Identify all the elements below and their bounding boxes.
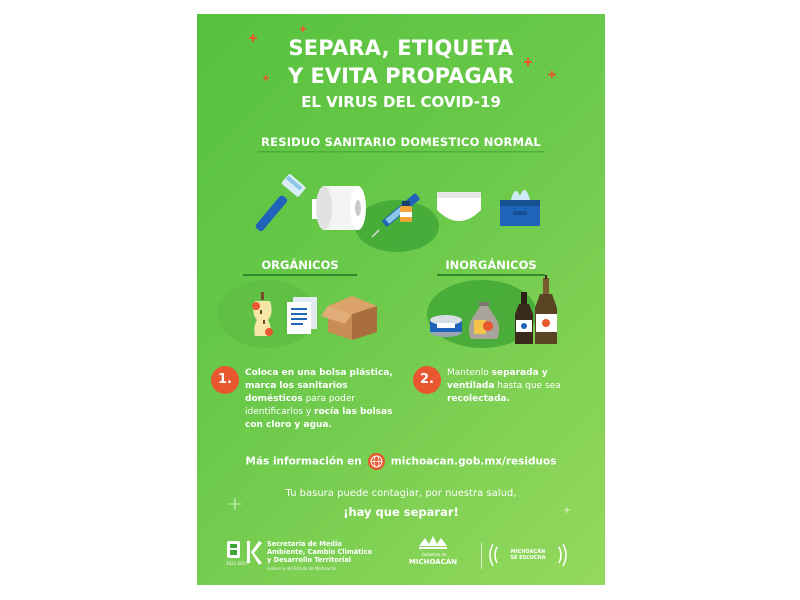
step-1-part: Coloca en una bolsa plástica, marca los sanitarios domésticos — [245, 368, 393, 404]
escucha-logo-text — [503, 549, 553, 561]
state-seal-icon — [227, 541, 240, 558]
closing-line-1: Tu basura puede contagiar, por nuestra salud, — [285, 488, 517, 499]
secretaria-name — [267, 540, 372, 564]
tissue-box-icon — [500, 190, 540, 226]
title-line-2: Y EVITA PROPAGAR — [288, 64, 514, 88]
organicos-underline — [243, 274, 357, 276]
secretaria-sub: Gobierno del Estado de Michoacán — [267, 566, 337, 571]
step-1-part: para poder identificarlos y — [245, 394, 356, 417]
step-2-number: 2. — [413, 366, 441, 394]
section-title-underline — [257, 151, 545, 153]
section-title: RESIDUO SANITARIO DOMESTICO NORMAL — [261, 135, 541, 149]
closing-line-2: ¡hay que separar! — [343, 505, 459, 519]
gobierno-name: MICHOACÁN — [408, 558, 458, 566]
bottle-icon — [515, 275, 557, 344]
step-2-part: hasta que sea — [494, 381, 561, 391]
title-line-3: EL VIRUS DEL COVID-19 — [301, 93, 501, 111]
info-url-link[interactable]: michoacan.gob.mx/residuos — [390, 455, 557, 468]
escucha-line: MICHOACÁN — [510, 549, 546, 555]
organicos-label: ORGÁNICOS — [261, 258, 339, 272]
info-row — [197, 453, 605, 470]
cardboard-box-icon — [321, 296, 377, 340]
step-2-text — [447, 367, 587, 406]
inorganicos-label: INORGÁNICOS — [445, 258, 537, 272]
secretaria-line: y Desarrollo Territorial — [267, 556, 352, 564]
inorganicos-underline — [437, 274, 545, 276]
globe-icon — [368, 453, 385, 470]
info-prefix: Más información en — [245, 455, 362, 468]
diaper-icon — [437, 192, 481, 221]
poster — [197, 14, 605, 585]
michoacan-logo-icon — [419, 536, 447, 549]
step-1-text — [245, 367, 405, 432]
blob-decoration — [355, 200, 439, 252]
step-2-part: recolectada. — [447, 394, 510, 404]
secretaria-logo-icon — [247, 541, 262, 565]
tin-can-icon — [430, 315, 462, 337]
gobierno-top: Gobierno de — [421, 552, 447, 557]
secretaria-line: Secretaría de Medio — [267, 540, 342, 548]
razor-icon — [254, 173, 306, 232]
step-2-part: Mantenlo — [447, 368, 492, 378]
papers-icon — [287, 297, 317, 334]
footer-divider — [481, 543, 482, 569]
secretaria-line: Ambiente, Cambio Climático — [267, 548, 373, 556]
seal-caption: 2021-2027 — [226, 561, 248, 566]
step-2-part: separada y ventilada — [447, 368, 548, 391]
step-1-number: 1. — [211, 366, 239, 394]
escucha-line: SE ESCUCHA — [510, 555, 546, 561]
title-line-1: SEPARA, ETIQUETA — [288, 36, 514, 60]
step-1-part: rocía las bolsas con cloro y agua. — [245, 407, 393, 430]
toilet-paper-icon — [312, 186, 366, 230]
